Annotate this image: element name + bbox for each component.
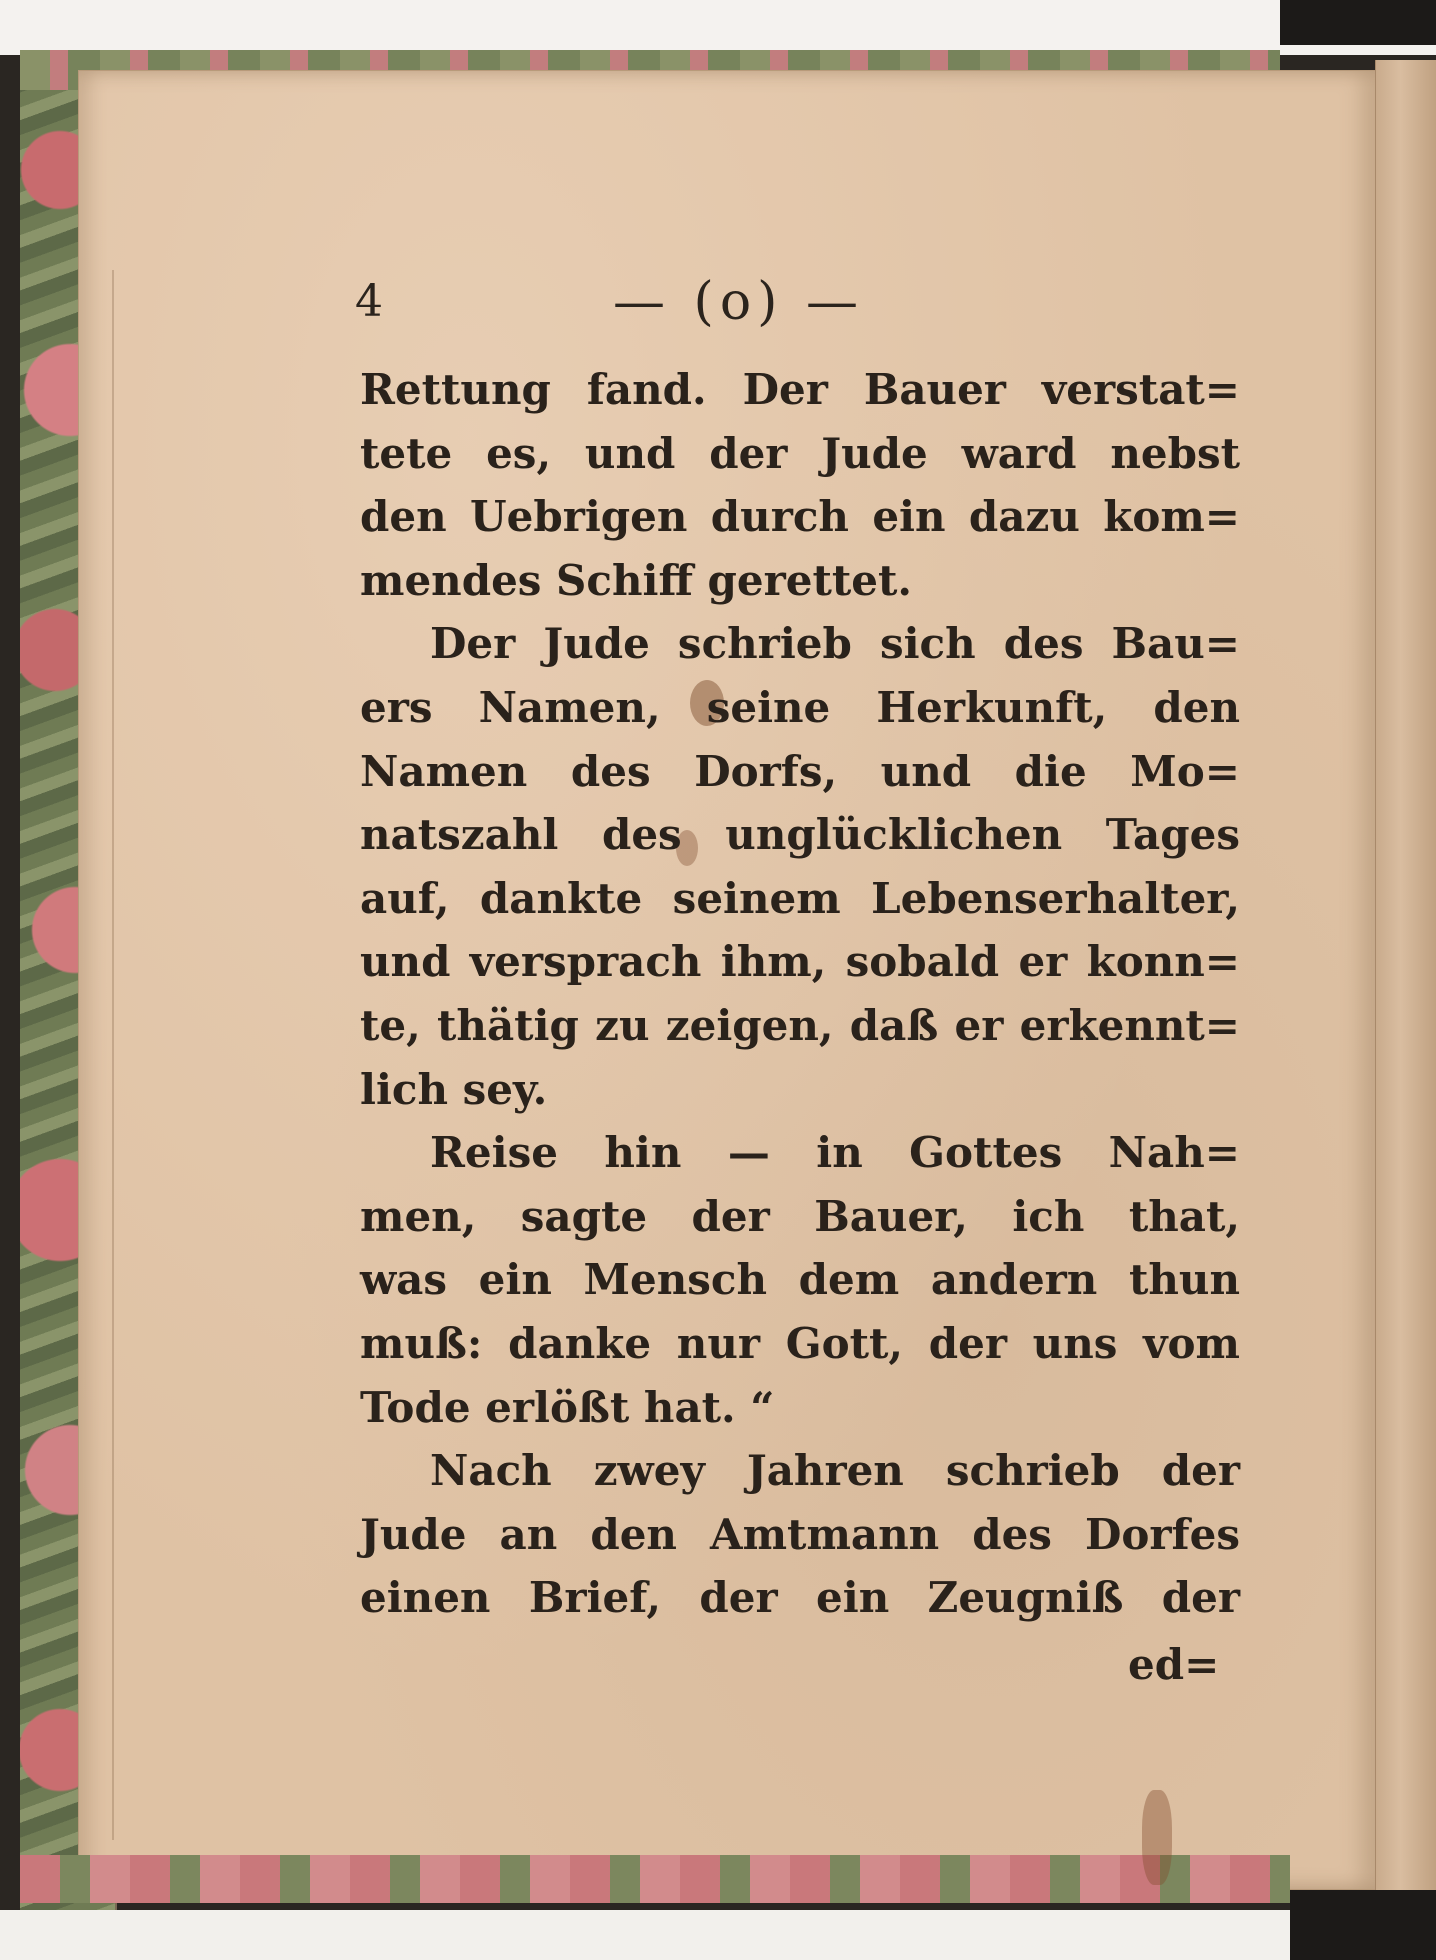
text-line: tete es, und der Jude ward nebst (360, 428, 1240, 478)
marbled-cover-bottom-edge (20, 1855, 1290, 1903)
text-line: muß: danke nur Gott, der uns vom (360, 1318, 1240, 1368)
text-line: und versprach ihm, sobald er konn= (360, 937, 1240, 987)
scan-background-top (0, 0, 1436, 55)
text-line: Der Jude schrieb sich des Bau= (430, 619, 1240, 669)
text-line: men, sagte der Bauer, ich that, (360, 1191, 1240, 1241)
text-line: einen Brief, der ein Zeugniß der (360, 1573, 1240, 1623)
text-line: was ein Mensch dem andern thun (360, 1255, 1240, 1305)
text-line: Nach zwey Jahren schrieb der (430, 1446, 1240, 1496)
text-line: natszahl des unglücklichen Tages (360, 810, 1240, 860)
text-line: lich sey. (360, 1064, 548, 1114)
body-text (360, 358, 1240, 1630)
scan-background-corner (1280, 0, 1436, 45)
page-fold-line (112, 270, 114, 1840)
facing-page-edge (1375, 60, 1436, 1890)
text-line: den Uebrigen durch ein dazu kom= (360, 492, 1240, 542)
scan-background-bottom (0, 1910, 1436, 1960)
text-line: Jude an den Amtmann des Dorfes (360, 1509, 1240, 1559)
running-head: — (o) — (613, 272, 864, 332)
scan-background-corner-bottom (1290, 1890, 1436, 1960)
text-line: Reise hin — in Gottes Nah= (430, 1128, 1240, 1178)
text-line: mendes Schiff gerettet. (360, 555, 913, 605)
text-line: auf, dankte seinem Lebenserhalter, (360, 873, 1240, 923)
page-header (355, 272, 1255, 342)
text-line: Tode erlößt hat. “ (360, 1382, 775, 1432)
catchword: ed= (1128, 1640, 1220, 1689)
text-line: Rettung fand. Der Bauer verstat= (360, 365, 1240, 414)
text-line: Namen des Dorfs, und die Mo= (360, 746, 1240, 796)
page-number: 4 (355, 276, 383, 327)
text-line: te, thätig zu zeigen, daß er erkennt= (360, 1000, 1240, 1050)
text-line: ers Namen, seine Herkunft, den (360, 682, 1240, 732)
water-stain (1142, 1790, 1172, 1885)
